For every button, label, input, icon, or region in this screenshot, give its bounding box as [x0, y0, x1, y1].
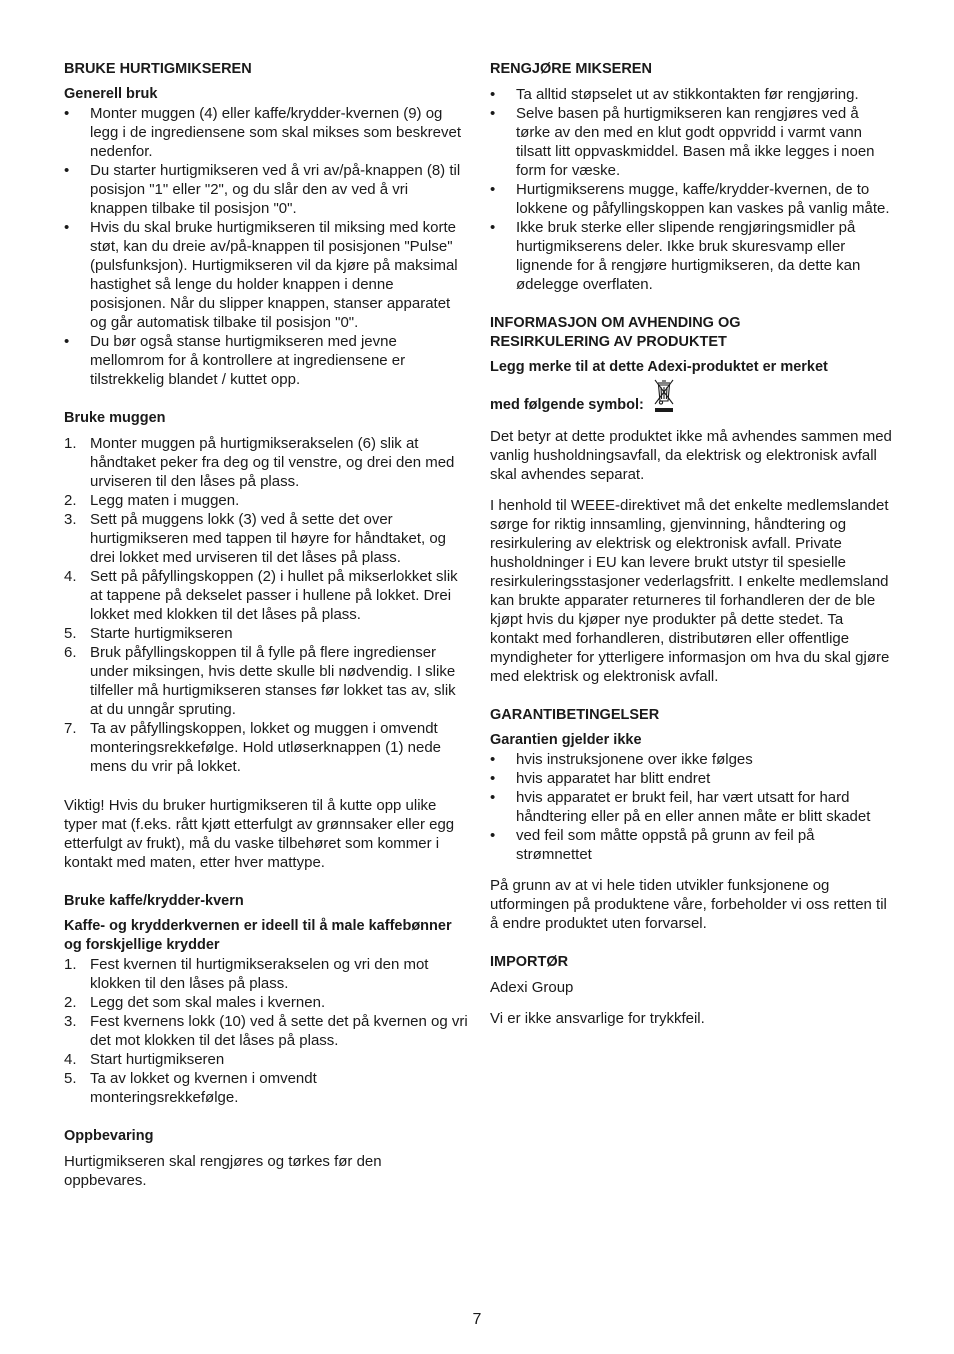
list-item: 5. Ta av lokket og kvernen i omvendt monteringsrekkefølge. — [64, 1070, 317, 1106]
list-item: 5. Starte hurtigmikseren — [64, 625, 233, 642]
warranty-paragraph: På grunn av at vi hele tiden utvikler funksjonene og utformingen på produktene våre, forbeholder vi oss retten til å endre produktet uten forvarsel. — [490, 877, 887, 932]
jug-steps-list — [64, 434, 468, 776]
general-use-list — [64, 104, 468, 389]
list-item: 3. Sett på muggens lokk (3) ved å sette det over hurtigmikseren med tappen til høyre for håndtaket, og drei lokket med urviseren til det låses på plass. — [64, 511, 447, 566]
list-item: • Hurtigmikserens mugge, kaffe/krydder-kvernen, de to lokkene og påfyllingskoppen kan vaskes på vanlig måte. — [490, 181, 890, 217]
section-heading-warranty: GARANTIBETINGELSER — [490, 707, 660, 723]
list-item: • ved feil som måtte oppstå på grunn av feil på strømnettet — [490, 827, 815, 863]
subheading-storage: Oppbevaring — [64, 1128, 154, 1144]
left-column — [64, 60, 468, 1190]
list-item: • Hvis du skal bruke hurtigmikseren til miksing med korte støt, kan du dreie av/på-knappen til posisjonen "Pulse" (pulsfunksjon). Hurtigmikseren vil da kjøre på maksimal hastighet så lenge du holder knappen i denne posisjonen. Når du slipper knappen, stanser apparatet og går automatisk tilbake til posisjon "0". — [64, 219, 458, 331]
list-item: 3. Fest kvernens lokk (10) ved å sette det på kvernen og vri det mot klokken til det låses på plass. — [64, 1013, 468, 1049]
important-note: Viktig! Hvis du bruker hurtigmikseren til å kutte opp ulike typer mat (f.eks. rått kjøtt etterfulgt av grønnsaker eller egg etterfulgt av frukt), må du vaske tilbehøret som kommer i kontakt med maten, etter hver mattype. — [64, 797, 455, 871]
list-item: 4. Start hurtigmikseren — [64, 1051, 225, 1068]
crossed-out-wheelie-bin-icon — [652, 377, 676, 415]
section-heading-using-mixer: BRUKE HURTIGMIKSEREN — [64, 61, 252, 77]
cleaning-list — [490, 85, 894, 294]
page-number: 7 — [472, 1311, 482, 1328]
section-heading-disposal: INFORMASJON OM AVHENDING OG RESIRKULERING AV PRODUKTET — [490, 315, 741, 350]
storage-text: Hurtigmikseren skal rengjøres og tørkes før den oppbevares. — [64, 1153, 382, 1189]
list-item: • Du bør også stanse hurtigmikseren med jevne mellomrom for å kontrollere at ingrediensene er tilstrekkelig blandet / kuttet opp. — [64, 333, 406, 388]
list-item: 2. Legg maten i muggen. — [64, 492, 240, 509]
grinder-steps-list — [64, 955, 468, 1107]
list-item: • hvis instruksjonene over ikke følges — [490, 751, 753, 768]
disposal-notice-symbol-label: med følgende symbol: — [490, 397, 644, 413]
grinder-intro: Kaffe- og krydderkvernen er ideell til å male kaffebønner og forskjellige krydder — [64, 918, 452, 953]
list-item: 4. Sett på påfyllingskoppen (2) i hullet på mikserlokket slik at tappene på dekselet passer i hullene på lokket. Drei lokket med klokken til det låses på plass. — [64, 568, 458, 623]
disposal-notice: Legg merke til at dette Adexi-produktet er merket — [490, 359, 828, 375]
list-item: 6. Bruk påfyllingskoppen til å fylle på flere ingredienser under miksingen, hvis dette skulle bli nødvendig. I slike tilfeller må hurtigmikseren stanses før lokket tas av, slik at du unngår spruting. — [64, 644, 456, 718]
list-item: • Monter muggen (4) eller kaffe/krydder-kvernen (9) og legg i de ingrediensene som skal mikses som beskrevet nedenfor. — [64, 105, 462, 160]
subheading-general-use: Generell bruk — [64, 86, 158, 102]
list-item: • Du starter hurtigmikseren ved å vri av/på-knappen (8) til posisjon "1" eller "2", og du slår den av ved å vri knappen tilbake til posisjon "0". — [64, 162, 461, 217]
importer-name: Adexi Group — [490, 979, 574, 996]
list-item: 7. Ta av påfyllingskoppen, lokket og muggen i omvendt monteringsrekkefølge. Hold utløserknappen (1) nede mens du vrir på lokket. — [64, 720, 442, 775]
list-item: • Ta alltid støpselet ut av stikkontakten før rengjøring. — [490, 86, 859, 103]
list-item: • hvis apparatet har blitt endret — [490, 770, 711, 787]
list-item: • Ikke bruk sterke eller slipende rengjøringsmidler på hurtigmikserens deler. Ikke bruk skuresvamp eller lignende for å rengjøre hurtigmikseren, da dette kan ødelegge overflaten. — [490, 219, 861, 293]
section-heading-importer: IMPORTØR — [490, 954, 569, 970]
symbol-line — [490, 377, 894, 415]
disposal-paragraph-2: I henhold til WEEE-direktivet må det enkelte medlemslandet sørge for riktig innsamling, gjenvinning, håndtering og resirkulering av elektrisk og elektronisk avfall. Private husholdninger i EU kan levere brukt utstyr til spesielle resirkuleringsstasjoner vederlagsfritt. I enkelte medlemsland kan brukte apparater returneres til forhandleren der de ble kjøpt hvis du kjøper nye produkter på dette stedet. Ta kontakt med forhandleren, distributøren eller offentlige myndigheter for ytterligere informasjon om hva du skal gjøre med elektrisk og elektronisk avfall. — [490, 497, 890, 685]
right-column — [490, 60, 894, 1028]
warranty-subtitle: Garantien gjelder ikke — [490, 732, 642, 748]
list-item: 2. Legg det som skal males i kvernen. — [64, 994, 326, 1011]
list-item: 1. Fest kvernen til hurtigmikserakselen og vri den mot klokken til den låses på plass. — [64, 956, 429, 992]
subheading-using-grinder: Bruke kaffe/krydder-kvern — [64, 893, 244, 909]
list-item: 1. Monter muggen på hurtigmikserakselen (6) slik at håndtaket peker fra deg og til venstre, og drei den med urviseren til den låses på plass. — [64, 435, 455, 490]
printing-disclaimer: Vi er ikke ansvarlige for trykkfeil. — [490, 1010, 705, 1027]
section-heading-cleaning: RENGJØRE MIKSEREN — [490, 61, 652, 77]
list-item: • hvis apparatet er brukt feil, har vært utsatt for hard håndtering eller på en eller annen måte er blitt skadet — [490, 789, 871, 825]
subheading-using-jug: Bruke muggen — [64, 410, 166, 426]
warranty-list — [490, 750, 894, 864]
disposal-paragraph-1: Det betyr at dette produktet ikke må avhendes sammen med vanlig husholdningsavfall, da elektrisk og elektronisk avfall skal avhendes separat. — [490, 428, 892, 483]
list-item: • Selve basen på hurtigmikseren kan rengjøres ved å tørke av den med en klut godt oppvridd i varmt vann tilsatt litt oppvaskmiddel. Basen må ikke legges i noen form for væske. — [490, 105, 875, 179]
